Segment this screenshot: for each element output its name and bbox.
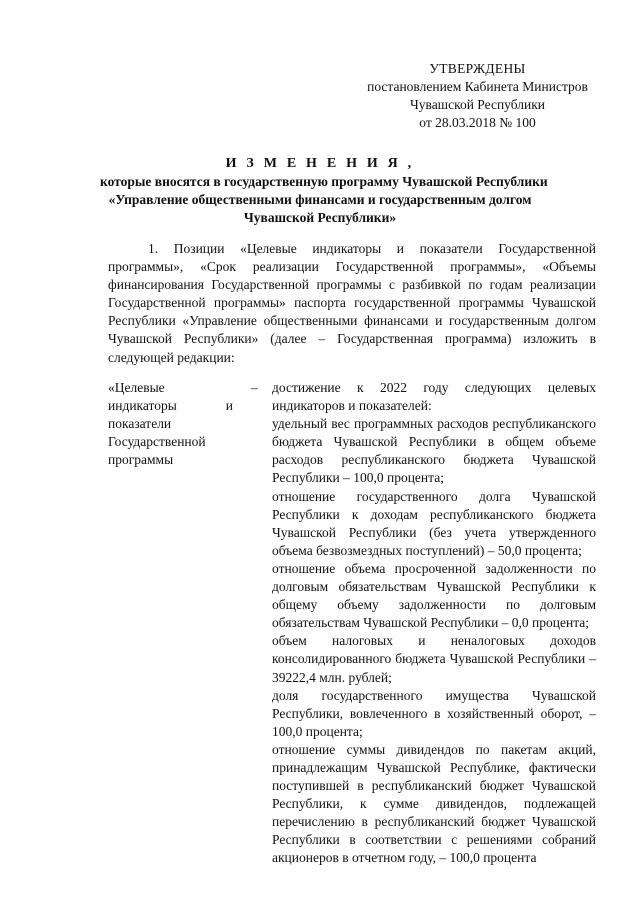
table-dash: – — [251, 380, 258, 395]
table-left-label: «Целевые индикаторы и показатели Государственной программы — [108, 380, 233, 468]
paragraph-1-text: 1. Позиции «Целевые индикаторы и показатели Государственной программы», «Срок реализации Государственной программы», «Объемы финансирования Государственной программы с разбивкой по годам реализации Государственной программы» паспорта государственной программы Чувашской Республики «Управление общественными финансами и государственным долгом Чувашской Республики» (далее – Государственная программа) изложить в следующей редакции: — [108, 241, 596, 365]
approval-line-3: от 28.03.2018 № 100 — [419, 115, 536, 130]
table-item: отношение суммы дивидендов по пакетам акций, принадлежащим Чувашской Республике, фактически поступившей в республиканский бюджет Чувашской Республики, к сумме дивидендов, подлежащей перечислению в республиканский бюджет Чувашской Республики в соответствии с решениями собраний акционеров в отчетном году, – 100,0 процента — [272, 741, 596, 866]
approval-title: УТВЕРЖДЕНЫ — [429, 61, 526, 76]
table-item: отношение объема просроченной задолженности по долговым обязательствам Чувашской Республики к общему объему задолженности по долговым обязательствам Чувашской Республики – 0,0 процента; — [272, 560, 596, 631]
table-item: доля государственного имущества Чувашской Республики, вовлеченного в хозяйственный оборот, – 100,0 процента; — [272, 687, 596, 739]
approval-stamp — [355, 60, 600, 132]
table-item: отношение государственного долга Чувашской Республики к доходам республиканского бюджета Чувашской Республики (без учета утвержденного объема безвозмездных поступлений) – 50,0 процента; — [272, 488, 596, 558]
heading-line-3: Чувашской Республики» — [243, 210, 397, 225]
table-item: достижение к 2022 году следующих целевых индикаторов и показателей: — [272, 380, 596, 414]
table-right-column — [272, 379, 596, 868]
document-heading — [100, 155, 548, 227]
table-item: объем налоговых и неналоговых доходов консолидированного бюджета Чувашской Республики – 39222,4 млн. рублей; — [272, 633, 596, 685]
heading-line-2: «Управление общественными финансами и государственным долгом — [108, 192, 532, 207]
approval-line-2: Чувашской Республики — [409, 97, 546, 112]
approval-line-1: постановлением Кабинета Министров — [367, 79, 588, 94]
table-item: удельный вес программных расходов республиканского бюджета Чувашской Республики в общем объеме расходов республиканского бюджета Чувашской Республики – 100,0 процента; — [272, 416, 596, 486]
heading-title: И З М Е Н Е Н И Я , — [225, 156, 415, 171]
heading-line-1: которые вносятся в государственную программу Чувашской Республики — [100, 174, 548, 189]
paragraph-1 — [108, 240, 596, 367]
